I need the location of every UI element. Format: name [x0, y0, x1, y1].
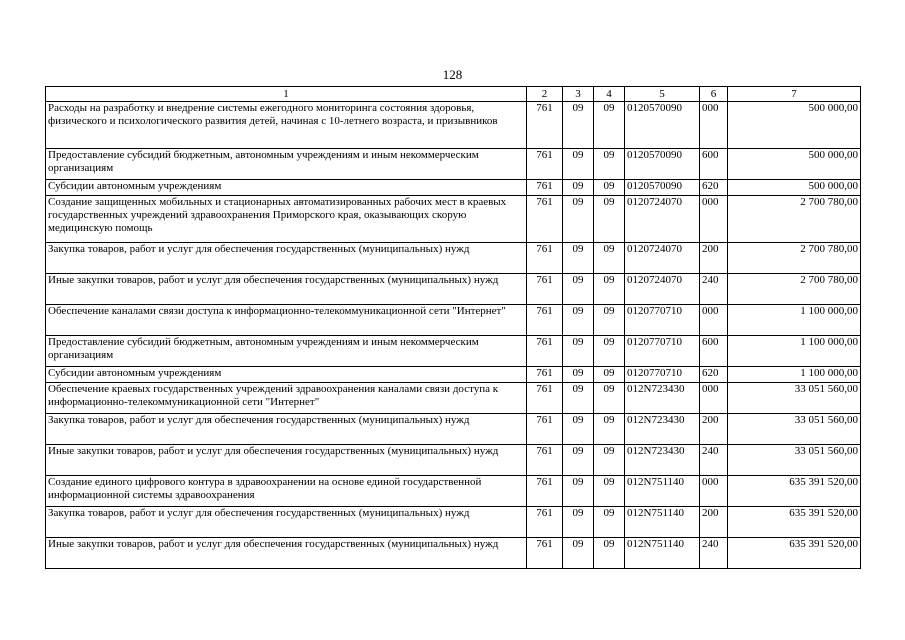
table-row: [46, 476, 861, 507]
cell-subsection: 09: [594, 274, 625, 305]
column-header: 2: [527, 87, 563, 102]
cell-amount: 33 051 560,00: [728, 414, 861, 445]
cell-amount: 500 000,00: [728, 180, 861, 196]
cell-ministry: 761: [527, 149, 563, 180]
cell-section: 09: [563, 243, 594, 274]
cell-expense-type: 000: [700, 476, 728, 507]
cell-name: Субсидии автономным учреждениям: [46, 367, 527, 383]
cell-subsection: 09: [594, 367, 625, 383]
cell-ministry: 761: [527, 414, 563, 445]
cell-section: 09: [563, 367, 594, 383]
cell-amount: 635 391 520,00: [728, 476, 861, 507]
cell-name: Иные закупки товаров, работ и услуг для обеспечения государственных (муниципальных) нужд: [46, 538, 527, 569]
cell-section: 09: [563, 102, 594, 149]
table-header-row: [46, 87, 861, 102]
cell-expense-type: 000: [700, 102, 728, 149]
page-number: 128: [442, 67, 463, 82]
table-row: [46, 274, 861, 305]
cell-name: Иные закупки товаров, работ и услуг для обеспечения государственных (муниципальных) нужд: [46, 445, 527, 476]
cell-section: 09: [563, 538, 594, 569]
column-header: 7: [728, 87, 861, 102]
cell-subsection: 09: [594, 414, 625, 445]
column-header: 6: [700, 87, 728, 102]
cell-name: Предоставление субсидий бюджетным, автономным учреждениям и иным некоммерческим организациям: [46, 149, 527, 180]
table-row: [46, 243, 861, 274]
cell-subsection: 09: [594, 445, 625, 476]
cell-section: 09: [563, 305, 594, 336]
cell-expense-type: 240: [700, 274, 728, 305]
cell-expense-type: 620: [700, 180, 728, 196]
table-row: [46, 196, 861, 243]
cell-target-article: 012N723430: [625, 414, 700, 445]
cell-target-article: 0120570090: [625, 102, 700, 149]
table-row: [46, 102, 861, 149]
cell-name: Закупка товаров, работ и услуг для обеспечения государственных (муниципальных) нужд: [46, 507, 527, 538]
table-row: [46, 149, 861, 180]
cell-amount: 1 100 000,00: [728, 367, 861, 383]
cell-target-article: 012N723430: [625, 383, 700, 414]
cell-subsection: 09: [594, 180, 625, 196]
cell-section: 09: [563, 383, 594, 414]
cell-name: Обеспечение краевых государственных учреждений здравоохранения каналами связи доступа к информационно-телекоммуникационной сети "Интернет": [46, 383, 527, 414]
cell-amount: 1 100 000,00: [728, 305, 861, 336]
cell-ministry: 761: [527, 305, 563, 336]
cell-section: 09: [563, 274, 594, 305]
cell-expense-type: 600: [700, 336, 728, 367]
column-header: 4: [594, 87, 625, 102]
column-header: 3: [563, 87, 594, 102]
table-row: [46, 507, 861, 538]
cell-amount: 2 700 780,00: [728, 274, 861, 305]
cell-target-article: 0120570090: [625, 180, 700, 196]
cell-target-article: 0120770710: [625, 367, 700, 383]
cell-section: 09: [563, 445, 594, 476]
cell-ministry: 761: [527, 274, 563, 305]
cell-ministry: 761: [527, 507, 563, 538]
cell-target-article: 0120770710: [625, 336, 700, 367]
cell-target-article: 0120724070: [625, 274, 700, 305]
cell-ministry: 761: [527, 383, 563, 414]
cell-target-article: 012N751140: [625, 538, 700, 569]
cell-target-article: 012N723430: [625, 445, 700, 476]
cell-expense-type: 240: [700, 445, 728, 476]
cell-section: 09: [563, 476, 594, 507]
table-row: [46, 305, 861, 336]
cell-ministry: 761: [527, 243, 563, 274]
table-row: [46, 445, 861, 476]
cell-expense-type: 200: [700, 507, 728, 538]
table-row: [46, 367, 861, 383]
cell-ministry: 761: [527, 196, 563, 243]
cell-target-article: 0120724070: [625, 196, 700, 243]
cell-section: 09: [563, 196, 594, 243]
cell-ministry: 761: [527, 476, 563, 507]
column-header: 1: [46, 87, 527, 102]
cell-section: 09: [563, 149, 594, 180]
cell-amount: 2 700 780,00: [728, 243, 861, 274]
cell-amount: 500 000,00: [728, 102, 861, 149]
cell-expense-type: 200: [700, 414, 728, 445]
cell-section: 09: [563, 180, 594, 196]
cell-ministry: 761: [527, 367, 563, 383]
cell-target-article: 012N751140: [625, 476, 700, 507]
budget-table: [45, 86, 861, 569]
cell-target-article: 0120724070: [625, 243, 700, 274]
cell-subsection: 09: [594, 507, 625, 538]
cell-ministry: 761: [527, 445, 563, 476]
cell-target-article: 012N751140: [625, 507, 700, 538]
cell-amount: 635 391 520,00: [728, 538, 861, 569]
cell-subsection: 09: [594, 305, 625, 336]
cell-section: 09: [563, 336, 594, 367]
cell-amount: 500 000,00: [728, 149, 861, 180]
table-row: [46, 336, 861, 367]
cell-target-article: 0120770710: [625, 305, 700, 336]
cell-section: 09: [563, 414, 594, 445]
cell-subsection: 09: [594, 336, 625, 367]
cell-name: Закупка товаров, работ и услуг для обеспечения государственных (муниципальных) нужд: [46, 414, 527, 445]
cell-expense-type: 600: [700, 149, 728, 180]
cell-ministry: 761: [527, 102, 563, 149]
cell-name: Субсидии автономным учреждениям: [46, 180, 527, 196]
cell-subsection: 09: [594, 102, 625, 149]
cell-name: Иные закупки товаров, работ и услуг для обеспечения государственных (муниципальных) нужд: [46, 274, 527, 305]
table-row: [46, 383, 861, 414]
cell-expense-type: 000: [700, 305, 728, 336]
cell-amount: 2 700 780,00: [728, 196, 861, 243]
table-row: [46, 414, 861, 445]
cell-amount: 33 051 560,00: [728, 383, 861, 414]
cell-section: 09: [563, 507, 594, 538]
cell-expense-type: 000: [700, 196, 728, 243]
cell-expense-type: 620: [700, 367, 728, 383]
cell-name: Создание единого цифрового контура в здравоохранении на основе единой государственной информационной системы здравоохранения: [46, 476, 527, 507]
cell-amount: 635 391 520,00: [728, 507, 861, 538]
cell-subsection: 09: [594, 243, 625, 274]
cell-subsection: 09: [594, 538, 625, 569]
cell-subsection: 09: [594, 149, 625, 180]
cell-subsection: 09: [594, 383, 625, 414]
cell-ministry: 761: [527, 538, 563, 569]
cell-name: Создание защищенных мобильных и стационарных автоматизированных рабочих мест в краевых государственных учреждений здравоохранения Приморского края, оказывающих скорую медицинскую помощь: [46, 196, 527, 243]
cell-expense-type: 000: [700, 383, 728, 414]
cell-amount: 1 100 000,00: [728, 336, 861, 367]
cell-name: Расходы на разработку и внедрение системы ежегодного мониторинга состояния здоровья, физического и психологического развития детей, начиная с 10-летнего возраста, и призывников: [46, 102, 527, 149]
cell-name: Закупка товаров, работ и услуг для обеспечения государственных (муниципальных) нужд: [46, 243, 527, 274]
cell-ministry: 761: [527, 180, 563, 196]
cell-subsection: 09: [594, 196, 625, 243]
column-header: 5: [625, 87, 700, 102]
cell-amount: 33 051 560,00: [728, 445, 861, 476]
cell-target-article: 0120570090: [625, 149, 700, 180]
cell-subsection: 09: [594, 476, 625, 507]
cell-expense-type: 240: [700, 538, 728, 569]
table-row: [46, 538, 861, 569]
cell-ministry: 761: [527, 336, 563, 367]
cell-name: Обеспечение каналами связи доступа к информационно-телекоммуникационной сети "Интернет": [46, 305, 527, 336]
table-row: [46, 180, 861, 196]
cell-expense-type: 200: [700, 243, 728, 274]
cell-name: Предоставление субсидий бюджетным, автономным учреждениям и иным некоммерческим организациям: [46, 336, 527, 367]
